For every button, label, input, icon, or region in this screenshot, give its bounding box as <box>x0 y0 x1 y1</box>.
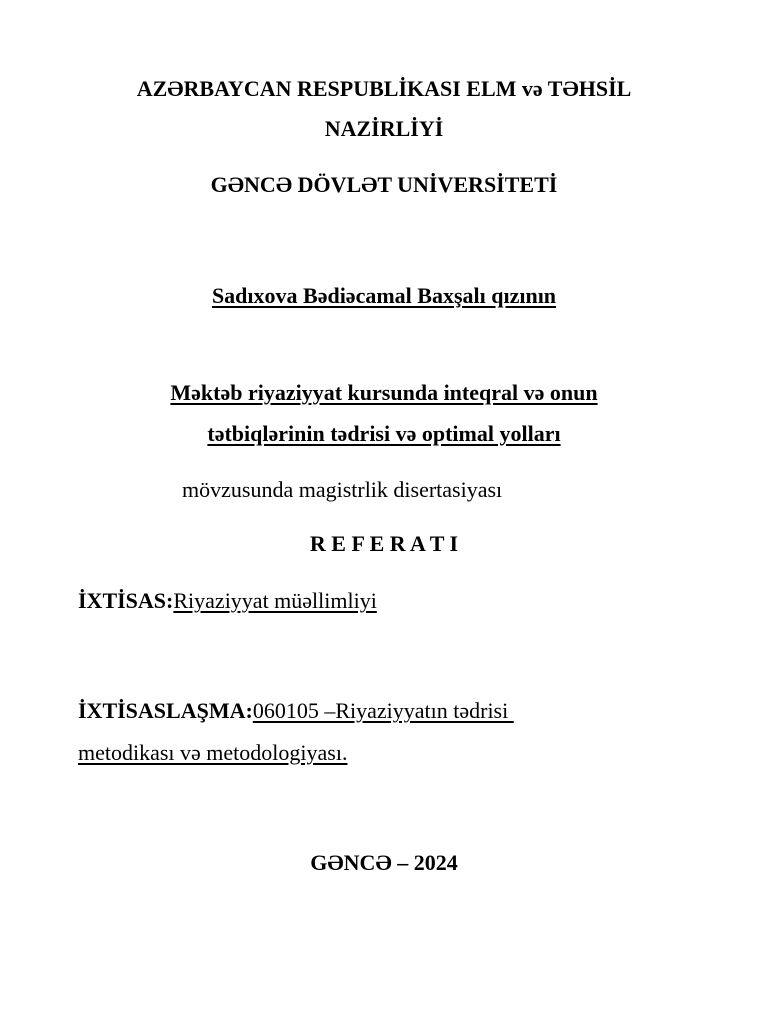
specialization-value-line-2: metodikası və metodologiyası. <box>78 740 348 765</box>
ministry-line-2: NAZİRLİYİ <box>324 116 444 141</box>
specialty-label: İXTİSAS: <box>78 588 174 613</box>
specialization-value-line-1: 060105 –Riyaziyyatın tədrisi <box>252 698 514 723</box>
author-name: Sadıxova Bədiəcamal Baxşalı qızının <box>211 283 557 308</box>
topic-wrapper-2 <box>0 420 768 448</box>
topic-wrapper-1 <box>0 379 768 407</box>
specialty-value: Riyaziyyat müəllimliyi <box>173 588 377 613</box>
university-name: GƏNCƏ DÖVLƏT UNİVERSİTETİ <box>210 172 558 197</box>
referat-heading: R E F E R A T I <box>309 531 459 556</box>
specialization-row-2 <box>78 739 347 767</box>
topic-line-2: tətbiqlərinin tədrisi və optimal yolları <box>207 421 561 446</box>
author-wrapper <box>0 282 768 310</box>
specialization-row <box>78 697 514 725</box>
ministry-line-1: AZƏRBAYCAN RESPUBLİKASI ELM və TƏHSİL <box>136 76 632 101</box>
topic-line-1: Məktəb riyaziyyat kursunda inteqral və onun <box>170 380 598 405</box>
subtitle: mövzusunda magistrlik disertasiyası <box>182 477 503 502</box>
specialty-row <box>78 587 377 615</box>
specialization-label: İXTİSASLAŞMA: <box>78 698 253 723</box>
city-year: GƏNCƏ – 2024 <box>310 850 458 875</box>
